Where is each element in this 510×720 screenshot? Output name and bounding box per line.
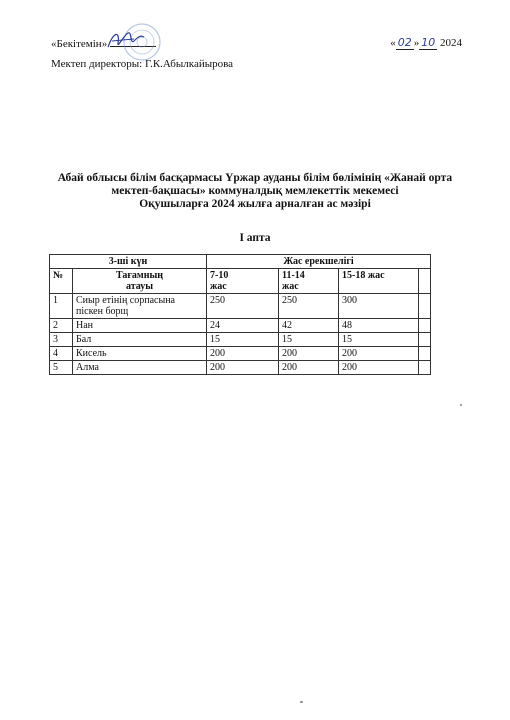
date-month: 10 <box>421 36 436 49</box>
age-group-header: Жас ерекшелігі <box>207 255 431 269</box>
date-quote-open: « <box>390 37 396 49</box>
row-value-7-10: 200 <box>207 347 279 361</box>
scan-speck <box>300 701 303 703</box>
empty-cell <box>419 319 431 333</box>
table-row <box>50 294 431 319</box>
row-value-15-18: 48 <box>339 319 419 333</box>
row-value-7-10: 250 <box>207 294 279 319</box>
row-value-15-18: 300 <box>339 294 419 319</box>
document-title <box>40 172 470 211</box>
date-year: 2024 <box>440 37 462 49</box>
row-value-7-10: 24 <box>207 319 279 333</box>
row-dish <box>73 294 207 319</box>
col-dish <box>73 269 207 294</box>
col-dish-line1: Тағамның <box>115 270 164 281</box>
empty-cell <box>419 333 431 347</box>
menu-table <box>49 254 431 375</box>
approval-label: «Бекітемін» <box>51 38 108 50</box>
date-day: 02 <box>397 36 412 49</box>
title-line-3: Оқушыларға 2024 жылға арналған ас мәзірі <box>139 198 371 210</box>
row-value-15-18: 15 <box>339 333 419 347</box>
director-name: Мектеп директоры: Г.К.Абылкайырова <box>51 58 234 70</box>
title-line-2: мектеп-бақшасы» коммуналдық мемлекеттік мекемесі <box>111 185 399 197</box>
row-value-7-10: 15 <box>207 333 279 347</box>
row-dish: Кисель <box>73 347 207 361</box>
col-age2-line1: 11-14 <box>282 270 305 281</box>
week-label: І апта <box>239 232 271 244</box>
col-age2-line2: жас <box>282 281 299 292</box>
table-row <box>50 333 431 347</box>
row-dish: Алма <box>73 361 207 375</box>
date-quote-close: » <box>413 37 420 49</box>
row-number: 5 <box>50 361 73 375</box>
col-age-11-14 <box>279 269 339 294</box>
approval-date <box>390 36 462 50</box>
table-row <box>50 361 431 375</box>
empty-cell <box>419 361 431 375</box>
signature-icon <box>104 27 148 53</box>
row-dish: Бал <box>73 333 207 347</box>
row-number: 2 <box>50 319 73 333</box>
col-age-7-10 <box>207 269 279 294</box>
row-value-11-14: 200 <box>279 347 339 361</box>
empty-cell <box>419 294 431 319</box>
row-value-15-18: 200 <box>339 347 419 361</box>
col-age1-line1: 7-10 <box>210 270 229 281</box>
col-dish-line2: атауы <box>125 281 154 292</box>
table-row <box>50 347 431 361</box>
col-age-15-18: 15-18 жас <box>339 269 419 294</box>
empty-cell <box>419 347 431 361</box>
row-value-11-14: 42 <box>279 319 339 333</box>
table-row <box>50 319 431 333</box>
table-header-row-2 <box>50 269 431 294</box>
col-age1-line2: жас <box>210 281 227 292</box>
row-value-15-18: 200 <box>339 361 419 375</box>
row-value-11-14: 250 <box>279 294 339 319</box>
row-number: 3 <box>50 333 73 347</box>
row-value-7-10: 200 <box>207 361 279 375</box>
scan-speck <box>460 404 462 406</box>
row-value-11-14: 15 <box>279 333 339 347</box>
row-number: 1 <box>50 294 73 319</box>
row-dish-line1: Сиыр етінің сорпасына <box>76 295 175 306</box>
row-dish: Нан <box>73 319 207 333</box>
table-header-row-1 <box>50 255 431 269</box>
row-value-11-14: 200 <box>279 361 339 375</box>
empty-col <box>419 269 431 294</box>
row-number: 4 <box>50 347 73 361</box>
title-line-1: Абай облысы білім басқармасы Үржар ауданы білім бөлімінің «Жанай орта <box>57 172 453 184</box>
row-dish-line2: піскен борщ <box>76 306 129 317</box>
col-number: № <box>50 269 73 294</box>
day-label: 3-ші күн <box>50 255 207 269</box>
